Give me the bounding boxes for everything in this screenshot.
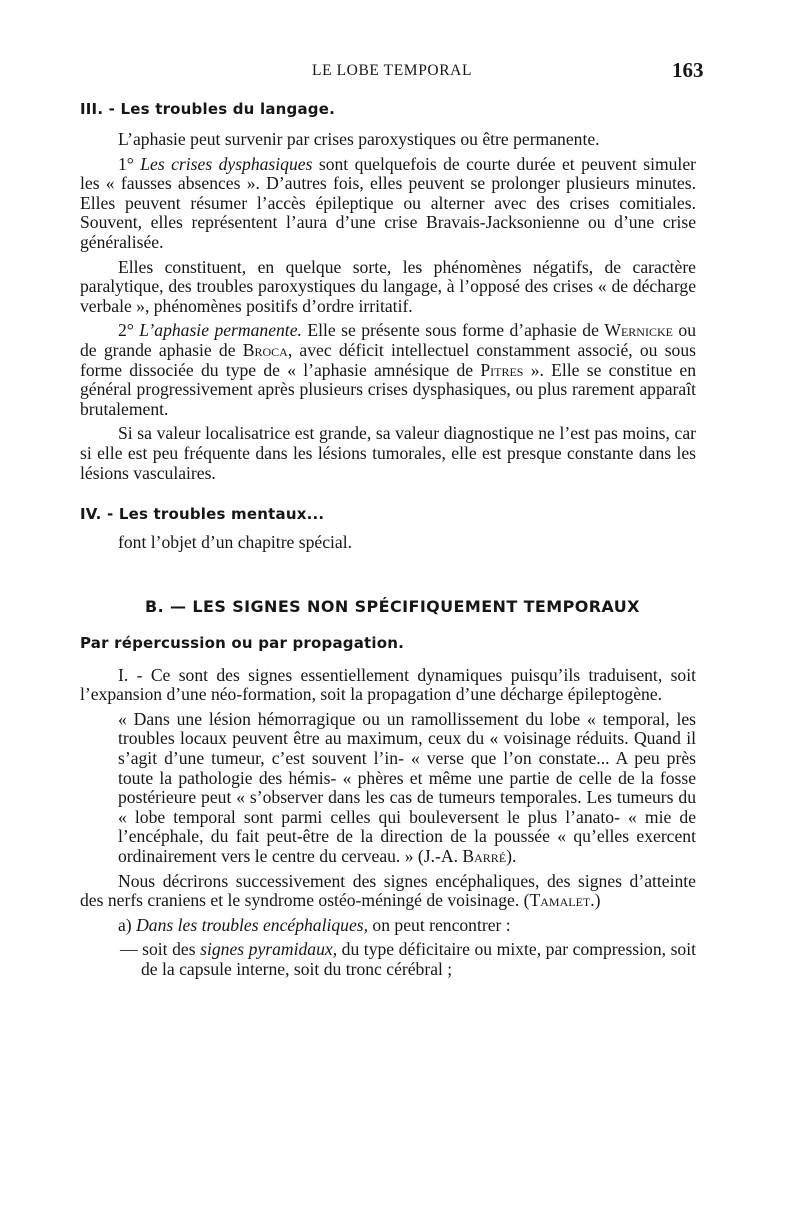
paragraph-aphasia-intro: L’aphasie peut survenir par crises paroxystiques ou être permanente. bbox=[118, 129, 600, 149]
term-encephalic-disorders: Dans les troubles encéphaliques, bbox=[136, 914, 369, 935]
term-pyramidal-signs: signes pyramidaux, bbox=[200, 939, 338, 960]
list-number: 1° bbox=[118, 153, 141, 174]
author-name: Pitres bbox=[480, 359, 524, 380]
page-number: 163 bbox=[672, 58, 704, 82]
author-name: Broca bbox=[242, 339, 288, 360]
page-body bbox=[80, 100, 696, 985]
quote-text: « Dans une lésion hémorragique ou un ramollissement du lobe « temporal, les troubles locaux peuvent être au maximum, ceux du « voisinage réduits. Quand il s’agit d’une tumeur, c’est souvent l’in- « verse que l’on constate... A peu près toute la pathologie des hémis- « phères et même une partie de celle de la fosse postérieure peut « s’observer dans les cas de tumeurs temporales. Les tumeurs du « lobe temporal sont parmi celles qui bouleversent le plus l’anato- « mie de l’encéphale, du fait peut-être de la direction de la poussée « qu’elles exercent ordinairement vers le centre du cerveau. » (J.-A. bbox=[118, 708, 696, 867]
paragraph-text: sont quelquefois de courte durée et peuvent simuler les « fausses absences ». D’autres fois, elles peuvent se prolonger plusieurs minutes. Elles peuvent résumer l’accès épileptique ou alterner avec des crises comitiales. Souvent, elles représentent l’aura d’une crise Bravais-Jacksonienne ou d’une crise généralisée. bbox=[80, 153, 696, 252]
author-name: Wernicke bbox=[604, 320, 673, 341]
term-permanent-aphasia: L’aphasie permanente. bbox=[139, 320, 302, 341]
term-dysphasic-crises: Les crises dysphasiques bbox=[140, 153, 313, 174]
author-name: Tamalet. bbox=[529, 890, 595, 911]
section-heading-mental-disorders: IV. - Les troubles mentaux... bbox=[80, 505, 325, 524]
paragraph-successive-signs bbox=[80, 872, 696, 911]
paragraph-mental-disorders: font l’objet d’un chapitre spécial. bbox=[118, 532, 353, 553]
paragraph-permanent-aphasia bbox=[80, 321, 696, 419]
list-label: a) bbox=[118, 914, 137, 935]
paragraph-text: on peut rencontrer : bbox=[368, 914, 511, 935]
dash-prefix: — soit des bbox=[120, 939, 201, 960]
author-name: Barré bbox=[462, 846, 507, 867]
quote-text: ). bbox=[506, 846, 517, 867]
running-header bbox=[0, 60, 800, 88]
subheading-repercussion: Par répercussion ou par propagation. bbox=[80, 633, 405, 652]
paragraph-text: , avec déficit intellectuel constamment associé, ou sous forme dissociée du type de « l’aphasie amnésique de bbox=[80, 339, 696, 380]
paragraph-text: ». Elle se constitue en général progressivement après plusieurs crises dysphasiques, ou plus rarement apparaît brutalement. bbox=[80, 359, 696, 419]
paragraph-text: du type déficitaire ou mixte, par compression, soit de la capsule interne, soit du tronc cérébral ; bbox=[141, 939, 696, 979]
paragraph-negative-phenomena: Elles constituent, en quelque sorte, les phénomènes négatifs, de caractère paralytique, des troubles paroxystiques du langage, à l’opposé des crises « de décharge verbale », phénomènes positifs d’ordre irritatif. bbox=[80, 256, 696, 316]
block-quote-barre bbox=[80, 710, 696, 867]
list-number: 2° bbox=[118, 320, 140, 341]
list-item-encephalic bbox=[80, 916, 696, 936]
dash-item-pyramidal-signs bbox=[80, 940, 696, 979]
paragraph-text: Elle se présente sous forme d’aphasie de bbox=[301, 320, 605, 341]
paragraph-dynamic-signs: I. - Ce sont des signes essentiellement dynamiques puisqu’ils traduisent, soit l’expansion d’une néo-formation, soit la propagation d’une décharge épileptogène. bbox=[80, 664, 696, 705]
paragraph-text: ) bbox=[594, 890, 601, 911]
major-heading-non-specific-signs: B. — LES SIGNES NON SPÉCIFIQUEMENT TEMPORAUX bbox=[145, 596, 640, 616]
section-heading-language-disorders: III. - Les troubles du langage. bbox=[80, 100, 335, 118]
paragraph-text: ou de grande aphasie de bbox=[80, 320, 697, 360]
paragraph-dysphasic-crises bbox=[80, 155, 696, 253]
running-title: LE LOBE TEMPORAL bbox=[312, 62, 473, 79]
paragraph-text: Nous décrirons successivement des signes encéphaliques, des signes d’atteinte des nerfs craniens et le syndrome ostéo-méningé de voisinage. ( bbox=[80, 870, 696, 911]
paragraph-localizing-value: Si sa valeur localisatrice est grande, sa valeur diagnostique ne l’est pas moins, car si elle est peu fréquente dans les lésions tumorales, elle est presque constante dans les lésions vasculaires. bbox=[80, 423, 696, 483]
